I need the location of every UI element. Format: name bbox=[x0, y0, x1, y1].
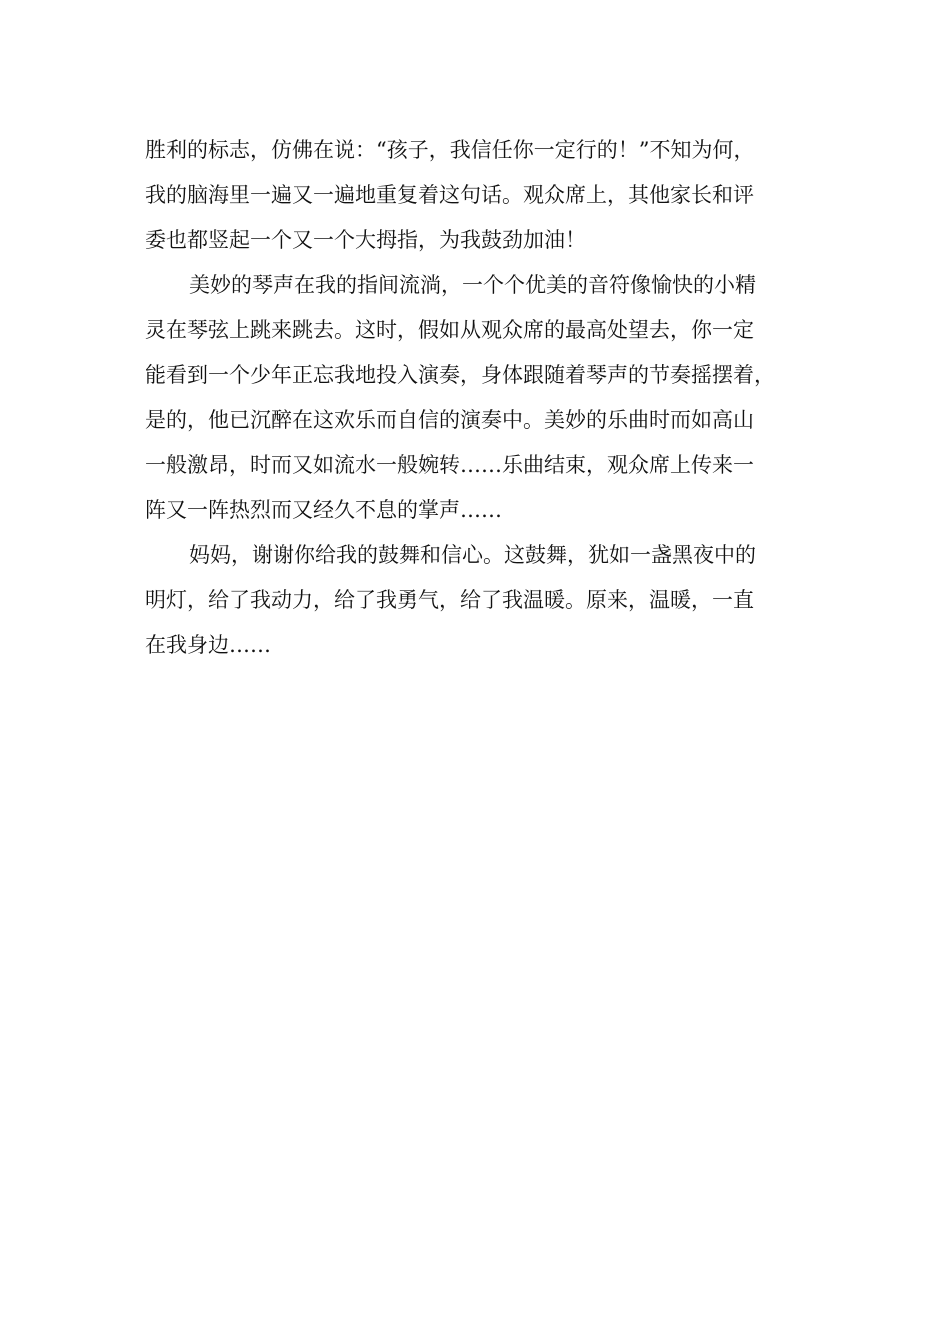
text-line: 我的脑海里一遍又一遍地重复着这句话。观众席上，其他家长和评 bbox=[145, 183, 754, 207]
text-line: 明灯，给了我动力，给了我勇气，给了我温暖。原来，温暖，一直 bbox=[145, 588, 754, 612]
text-line: 胜利的标志，仿佛在说：“孩子，我信任你一定行的！”不知为何， bbox=[145, 138, 755, 162]
text-line: 美妙的琴声在我的指间流淌，一个个优美的音符像愉快的小精 bbox=[189, 273, 756, 297]
paragraph-1 bbox=[145, 128, 825, 263]
text-line: 委也都竖起一个又一个大拇指，为我鼓劲加油！ bbox=[145, 228, 586, 252]
text-line: 能看到一个少年正忘我地投入演奏，身体跟随着琴声的节奏摇摆着， bbox=[145, 363, 775, 387]
text-line: 在我身边…… bbox=[145, 633, 271, 657]
text-line: 灵在琴弦上跳来跳去。这时，假如从观众席的最高处望去，你一定 bbox=[145, 318, 754, 342]
text-line: 是的，他已沉醉在这欢乐而自信的演奏中。美妙的乐曲时而如高山 bbox=[145, 408, 754, 432]
text-line: 妈妈，谢谢你给我的鼓舞和信心。这鼓舞，犹如一盏黑夜中的 bbox=[189, 543, 756, 567]
essay-text bbox=[145, 128, 825, 668]
text-line: 阵又一阵热烈而又经久不息的掌声…… bbox=[145, 498, 502, 522]
paragraph-3 bbox=[145, 533, 825, 668]
paragraph-2 bbox=[145, 263, 825, 533]
text-line: 一般激昂，时而又如流水一般婉转……乐曲结束，观众席上传来一 bbox=[145, 453, 754, 477]
